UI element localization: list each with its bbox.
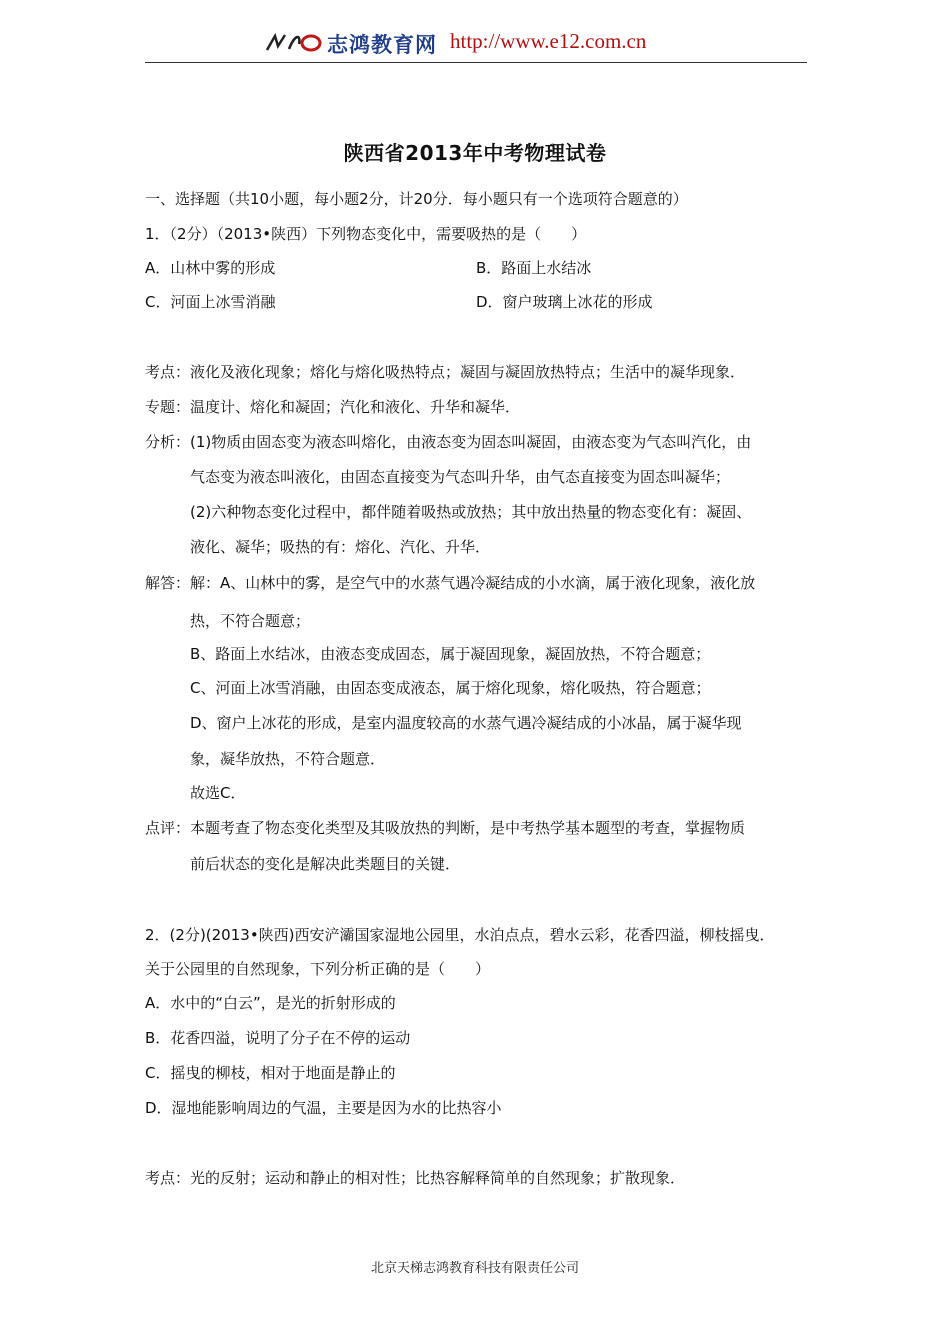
q1-fenxi-line: 气态变为液态叫液化，由固态直接变为气态叫升华，由气态直接变为固态叫凝华； xyxy=(190,468,731,486)
question-2-stem: 2．(2分)(2013•陕西)西安浐灞国家湿地公园里，水泊点点，碧水云彩，花香四溢，柳枝摇曳． xyxy=(145,926,775,944)
q1-option-c: C．河面上冰雪消融 xyxy=(145,293,276,311)
q1-fenxi-line: 液化、凝华；吸热的有：熔化、汽化、升华． xyxy=(190,538,491,556)
q1-kaodian: 考点：液化及液化现象；熔化与熔化吸热特点；凝固与凝固放热特点；生活中的凝华现象． xyxy=(145,363,746,381)
q2-option-b: B．花香四溢，说明了分子在不停的运动 xyxy=(145,1029,411,1047)
page-title: 陕西省2013年中考物理试卷 xyxy=(343,141,607,165)
q1-option-d: D．窗户玻璃上冰花的形成 xyxy=(476,293,653,311)
question-1-stem: 1．（2分）（2013•陕西）下列物态变化中，需要吸热的是（ ） xyxy=(145,225,587,243)
question-2-stem: 关于公园里的自然现象，下列分析正确的是（ ） xyxy=(145,960,491,978)
page-footer: 北京天梯志鸿教育科技有限责任公司 xyxy=(370,1261,579,1276)
section-heading: 一、选择题（共10小题，每小题2分，计20分．每小题只有一个选项符合题意的） xyxy=(145,190,688,208)
logo-mark-icon xyxy=(265,32,323,52)
q1-jieda-line: 热，不符合题意； xyxy=(190,612,311,630)
q1-zhuanti: 专题：温度计、熔化和凝固；汽化和液化、升华和凝华． xyxy=(145,398,521,416)
logo-text: 志鸿教育网 xyxy=(327,33,437,57)
q2-option-a: A．水中的“白云”，是光的折射形成的 xyxy=(145,994,396,1012)
q1-dianping-line: 前后状态的变化是解决此类题目的关键． xyxy=(190,855,461,873)
q1-fenxi-line: (2)六种物态变化过程中，都伴随着吸热或放热；其中放出热量的物态变化有：凝固、 xyxy=(190,503,752,521)
site-url-link[interactable]: http://www.e12.com.cn xyxy=(450,29,647,53)
q1-jieda-line: 解答：解：A、山林中的雾，是空气中的水蒸气遇冷凝结成的小水滴，属于液化现象，液化放 xyxy=(145,574,756,592)
q1-option-a: A．山林中雾的形成 xyxy=(145,259,276,277)
q1-jieda-line: 故选C． xyxy=(190,784,246,802)
q2-option-c: C．摇曳的柳枝，相对于地面是静止的 xyxy=(145,1064,396,1082)
q1-jieda-line: D、窗户上冰花的形成，是室内温度较高的水蒸气遇冷凝结成的小冰晶，属于凝华现 xyxy=(190,714,742,732)
header-divider xyxy=(145,62,807,63)
q1-jieda-line: B、路面上水结冰，由液态变成固态，属于凝固现象，凝固放热，不符合题意； xyxy=(190,645,711,663)
q1-jieda-line: C、河面上冰雪消融，由固态变成液态，属于熔化现象，熔化吸热，符合题意； xyxy=(190,679,711,697)
site-header xyxy=(145,22,805,62)
q2-kaodian: 考点：光的反射；运动和静止的相对性；比热容解释简单的自然现象；扩散现象． xyxy=(145,1169,686,1187)
q1-jieda-line: 象，凝华放热，不符合题意． xyxy=(190,750,386,768)
q1-dianping-line: 点评：本题考查了物态变化类型及其吸放热的判断，是中考热学基本题型的考查，掌握物质 xyxy=(145,819,746,837)
q2-option-d: D．湿地能影响周边的气温，主要是因为水的比热容小 xyxy=(145,1099,502,1117)
q1-fenxi-line: 分析：(1)物质由固态变为液态叫熔化，由液态变为固态叫凝固，由液态变为气态叫汽化，由 xyxy=(145,433,752,451)
q1-option-b: B．路面上水结冰 xyxy=(476,259,592,277)
